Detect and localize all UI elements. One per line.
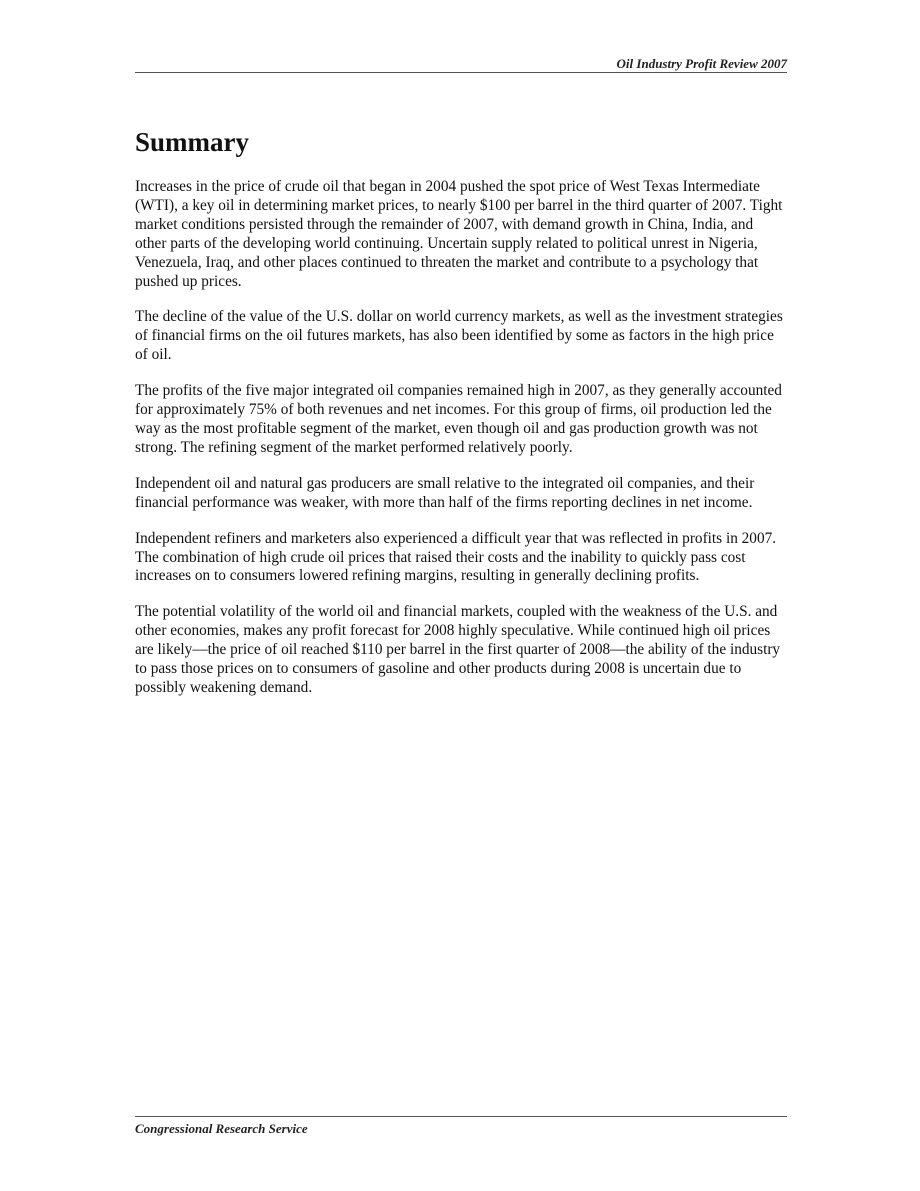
footer-divider <box>135 1116 787 1117</box>
paragraph-independent-producers: Independent oil and natural gas producers are small relative to the integrated oil companies, and their financial performance was weaker, with more than half of the firms reporting declines in net income. <box>135 474 755 511</box>
paragraph-crude-oil-prices: Increases in the price of crude oil that began in 2004 pushed the spot price of West Texas Intermediate (WTI), a key oil in determining market prices, to nearly $100 per barrel in the third quarter of 2007. Tight market conditions persisted through the remainder of 2007, with demand growth in China, India, and other parts of the developing world continuing. Uncertain supply related to political unrest in Nigeria, Venezuela, Iraq, and other places continued to threaten the market and contribute to a psychology that pushed up prices. <box>135 178 783 290</box>
running-footer: Congressional Research Service <box>135 1121 308 1136</box>
paragraph-dollar-decline: The decline of the value of the U.S. dollar on world currency markets, as well as the investment strategies of financial firms on the oil futures markets, has also been identified by some as factors in the high price of oil. <box>135 308 783 364</box>
paragraph-major-integrated-profits: The profits of the five major integrated oil companies remained high in 2007, as they generally accounted for approximately 75% of both revenues and net incomes. For this group of firms, oil production led the way as the most profitable segment of the market, even though oil and gas production growth was not strong. The refining segment of the market performed relatively poorly. <box>135 382 782 456</box>
paragraph-refiners-marketers: Independent refiners and marketers also experienced a difficult year that was reflected in profits in 2007. The combination of high crude oil prices that raised their costs and the inability to quickly pass cost increases on to consumers lowered refining margins, resulting in generally declining profits. <box>135 529 777 585</box>
summary-body <box>135 178 787 715</box>
page-title: Summary <box>135 127 249 157</box>
running-header: Oil Industry Profit Review 2007 <box>616 56 787 71</box>
paragraph-2008-outlook: The potential volatility of the world oil and financial markets, coupled with the weakness of the U.S. and other economies, makes any profit forecast for 2008 highly speculative. While continued high oil prices are likely—the price of oil reached $110 per barrel in the first quarter of 2008—the ability of the industry to pass those prices on to consumers of gasoline and other products during 2008 is uncertain due to possibly weakening demand. <box>135 603 781 696</box>
header-divider <box>135 72 787 73</box>
